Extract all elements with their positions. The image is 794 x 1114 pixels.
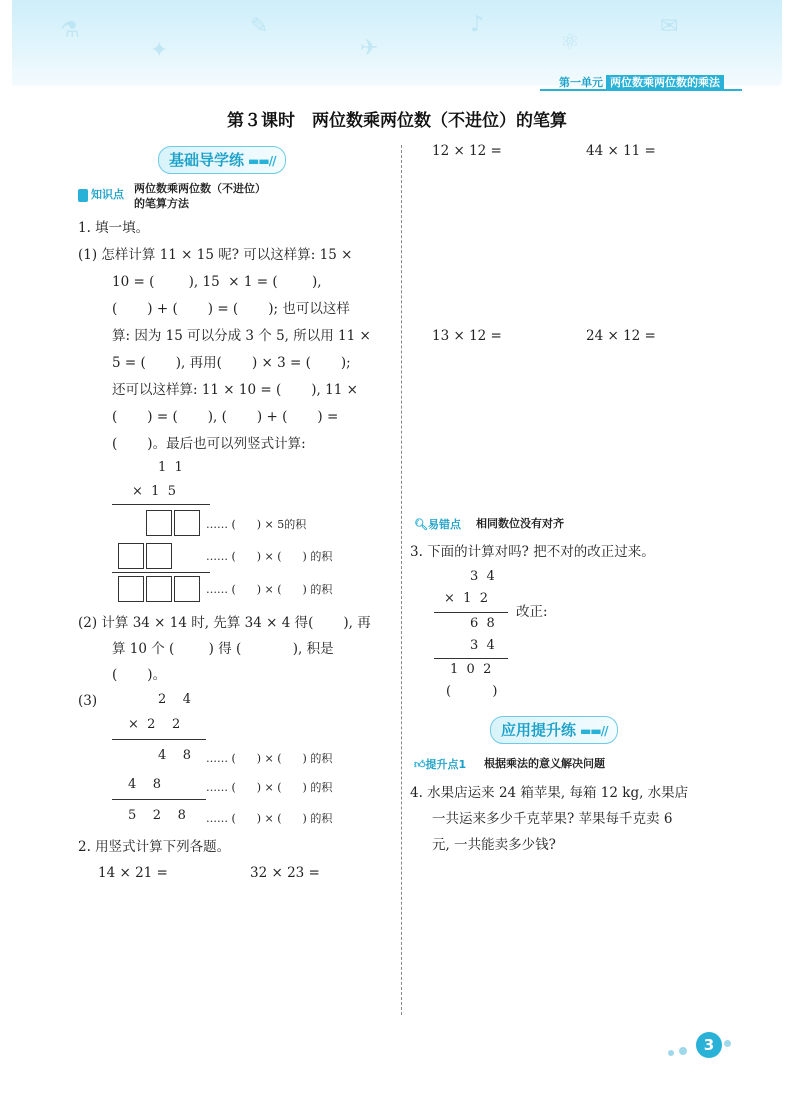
page-number: 3: [696, 1032, 722, 1058]
upgrade-point-tag: [414, 756, 466, 772]
err-tag-label: 易错点: [427, 518, 461, 531]
v3-top: 3 4: [470, 569, 495, 584]
q1-1-line-3: ( ) + ( ) = ( ); 也可以这样: [112, 301, 350, 317]
answer-box[interactable]: [174, 576, 200, 602]
q1-title: 1. 填一填。: [78, 220, 150, 236]
q1-1-line-1: (1) 怎样计算 11 × 15 呢? 可以这样算: 15 ×: [78, 247, 353, 263]
magnifier-icon: 🔍︎: [414, 518, 428, 531]
q1-2-line-3: ( )。: [112, 667, 167, 683]
q2-item-a: 14 × 21 =: [98, 865, 168, 881]
v2-row-1: 4 8: [158, 748, 192, 763]
deco-dot: [724, 1040, 731, 1047]
plane-icon: ✈: [360, 36, 379, 61]
q2-item-e: 13 × 12 =: [432, 328, 502, 344]
q2-item-b: 32 × 23 =: [250, 865, 320, 881]
thumbs-up-icon: 👍︎: [414, 758, 426, 771]
v2-rule-1: [112, 739, 206, 740]
answer-box[interactable]: [146, 543, 172, 569]
unit-topic: 两位数乘两位数的乘法: [606, 75, 724, 90]
deco-dot: [679, 1047, 687, 1055]
q1-1-line-6: 还可以这样算: 11 × 10 = ( ), 11 ×: [112, 382, 358, 398]
v1-rule-2: [112, 572, 210, 573]
q2-item-c: 12 × 12 =: [432, 143, 502, 159]
v3-answer-paren: ( ): [446, 684, 498, 699]
answer-box[interactable]: [146, 576, 172, 602]
v3-row-2: 3 4: [470, 638, 495, 653]
q1-2-line-1: (2) 计算 34 × 14 时, 先算 34 × 4 得( ), 再: [78, 615, 371, 631]
q4-line-3: 元, 一共能卖多少钱?: [432, 837, 556, 853]
v2-rule-2: [112, 799, 206, 800]
v3-row-1: 6 8: [470, 616, 495, 631]
unit-label: [559, 74, 724, 90]
music-icon: ♪: [470, 12, 485, 37]
kp-tag-label: 知识点: [91, 188, 124, 201]
up-tag-label: 提升点1: [425, 758, 467, 771]
answer-box[interactable]: [118, 543, 144, 569]
badge2-tail-icon: ▬▬//: [580, 724, 608, 738]
unit-underline: [540, 89, 742, 91]
q1-2-line-2: 算 10 个 ( ) 得 ( ), 积是: [112, 641, 334, 657]
badge-tail-icon: ▬▬//: [248, 154, 276, 168]
q1-1-line-4: 算: 因为 15 可以分成 3 个 5, 所以用 11 ×: [112, 328, 371, 344]
v2-note-3: …… ( ) × ( ) 的积: [206, 812, 333, 825]
v2-row-3: 5 2 8: [128, 808, 186, 823]
upgrade-point-text: 根据乘法的意义解决问题: [484, 757, 605, 770]
v1-rule-1: [112, 504, 210, 505]
error-point-text: 相同数位没有对齐: [476, 517, 564, 530]
badge-text-a: 基础: [169, 151, 200, 169]
v1-multiplier: × 1 5: [132, 484, 176, 499]
v2-top: 2 4: [158, 692, 192, 707]
q1-1-line-2: 10 = ( ), 15 × 1 = ( ),: [112, 274, 322, 290]
v1-top: 1 1: [158, 460, 183, 475]
flask-icon: ⚗: [60, 18, 80, 43]
v3-multiplier: × 1 2: [444, 591, 488, 606]
q2-item-f: 24 × 12 =: [586, 328, 656, 344]
unit-number: 第一单元: [559, 76, 603, 89]
answer-box[interactable]: [174, 510, 200, 536]
error-point-tag: [414, 516, 461, 532]
v3-rule-1: [434, 612, 508, 613]
star-icon: ✦: [150, 38, 169, 63]
badge2-text-b: 提升练: [531, 721, 577, 739]
q4-line-1: 4. 水果店运来 24 箱苹果, 每箱 12 kg, 水果店: [410, 785, 689, 801]
lesson-title: 第３课时 两位数乘两位数（不进位）的笔算: [227, 111, 567, 131]
knowledge-point-text: [134, 181, 266, 211]
badge2-text-a: 应用: [501, 721, 532, 739]
column-divider: [401, 145, 402, 1015]
v2-note-2: …… ( ) × ( ) 的积: [206, 781, 333, 794]
v1-note-2: …… ( ) × ( ) 的积: [206, 550, 333, 563]
answer-box[interactable]: [146, 510, 172, 536]
v2-multiplier: × 2 2: [128, 717, 181, 732]
section-badge-basic: [158, 146, 286, 174]
q1-1-line-5: 5 = ( ), 再用( ) × 3 = ( );: [112, 355, 351, 371]
v3-rule-2: [434, 658, 508, 659]
kp-line-2: 的笔算方法: [134, 197, 189, 210]
v2-row-2: 4 8: [128, 777, 162, 792]
atom-icon: ⚛: [560, 30, 580, 55]
v3-result: 1 0 2: [450, 662, 492, 677]
v1-note-3: …… ( ) × ( ) 的积: [206, 583, 333, 596]
q3-title: 3. 下面的计算对吗? 把不对的改正过来。: [410, 544, 655, 560]
badge-text-b: 导学练: [199, 151, 245, 169]
q1-1-line-8: ( )。最后也可以列竖式计算:: [112, 436, 306, 452]
knowledge-point-tag: [78, 186, 124, 202]
section-badge-apply: [490, 716, 618, 744]
v2-note-1: …… ( ) × ( ) 的积: [206, 752, 333, 765]
q2-item-d: 44 × 11 =: [586, 143, 656, 159]
pencil-icon: ✎: [250, 14, 269, 39]
deco-dot: [668, 1050, 674, 1056]
q1-3-label: (3): [78, 693, 98, 709]
q1-1-line-7: ( ) = ( ), ( ) + ( ) =: [112, 409, 339, 425]
q2-title: 2. 用竖式计算下列各题。: [78, 839, 231, 855]
answer-box[interactable]: [118, 576, 144, 602]
q4-line-2: 一共运来多少千克苹果? 苹果每千克卖 6: [432, 811, 673, 827]
fix-label: 改正:: [516, 604, 548, 620]
kp-line-1: 两位数乘两位数（不进位）: [134, 182, 266, 195]
v1-note-1: …… ( ) × 5的积: [206, 518, 307, 531]
paper-plane-icon: ✉: [660, 14, 679, 39]
bookmark-icon: [78, 189, 88, 202]
